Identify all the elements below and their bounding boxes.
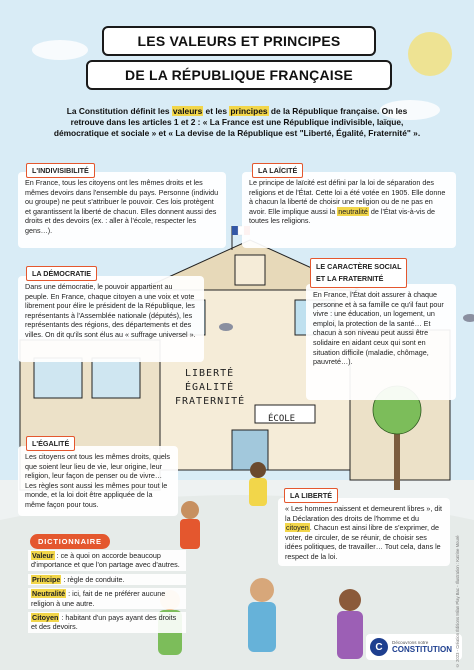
laicite-box [242,172,456,248]
dictionary-term: Valeur [32,551,54,560]
dictionary-entry [28,612,186,633]
poster-title-line1: LES VALEURS ET PRINCIPES [102,26,376,56]
poster-title-line2: DE LA RÉPUBLIQUE FRANÇAISE [86,60,392,90]
dictionary-def: : ce à quoi on accorde beaucoup d'importance et que l'on partage avec d'autres. [31,551,180,570]
dictionary-term: Citoyen [32,613,59,623]
laicite-text [249,178,449,226]
laicite-text2: de l'État vis-à-vis de toutes les religions. [249,206,435,226]
democratie-text: Dans une démocratie, le pouvoir appartient au peuple. En France, chaque citoyen a une voix et vote librement pour élire le président de la République, les représentants à l'Assemblée nationale (députés), les représentants des régions, des départements et des villes. On dit qu'ils sont élus au « suffrage universel ». [25,282,196,339]
motto-egalite: ÉGALITÉ [185,382,235,393]
dictionary-entry [28,550,186,571]
indivisibilite-text: En France, tous les citoyens ont les mêmes droits et les mêmes devoirs dans l'ensemble du pays. Personne (individu ou groupe) ne peut s'attribuer le pouvoir. Ces lois protègent et garantissent la liberté de chacun. Elles donnent aussi des droits et des devoirs (ex. : aller à l'école, respecter les gens…). [25,178,219,235]
democratie-box [18,276,204,362]
liberte-citoyen-highlight: citoyen [286,523,309,533]
liberte-text2: . Chacun est ainsi libre de s'exprimer, de voter, de circuler, de se réunir, de choisir ses idées politiques, de travailler… Tout cela, dans le respect de la loi. [285,523,441,561]
logo-small-text: Découvrons notre [392,640,429,645]
dictionary-term: Principe [32,574,61,584]
social-box [306,284,456,400]
motto-liberte: LIBERTÉ [185,368,235,379]
dictionary-def: : habitant d'un pays ayant des droits et des devoirs. [31,613,177,632]
egalite-label: L'ÉGALITÉ [26,436,75,451]
constitution-logo [366,634,462,660]
social-label-line2: ET LA FRATERNITÉ [316,274,384,283]
logo-big-text: CONSTITUTION [392,645,452,654]
credit-text: © 2023 - Création Éditions Milan Play Bac - Illustration : Katrine Mouré [455,535,460,668]
laicite-text1: Le principe de laïcité est défini par la loi de séparation des religions et de l'État. Cette loi a été votée en 1905. Elle donne à chacun la liberté de choisir une religion ou de ne pas en avoir. Elle implique aussi la [249,178,446,216]
dictionary-list [28,550,186,636]
indivisibilite-box [18,172,226,248]
liberte-text [285,504,443,562]
dictionary-entry [28,588,186,609]
social-label [310,258,407,288]
dictionary-def: : ici, fait de ne préférer aucune religion à une autre. [31,589,166,608]
intro-part1: La Constitution définit les [66,106,172,116]
intro-principes-highlight: principes [230,106,268,116]
school-sign: ÉCOLE [268,414,296,424]
indivisibilite-label: L'INDIVISIBILITÉ [26,163,95,178]
liberte-label: LA LIBERTÉ [284,488,338,503]
constitution-logo-icon: C [370,638,388,656]
social-label-line1: LE CARACTÈRE SOCIAL [316,262,402,271]
egalite-text: Les citoyens ont tous les mêmes droits, quels que soient leur lieu de vie, leur origine, leur religion, leur façon de penser ou de vivre… Les règles sont aussi les mêmes pour tout le monde, et la loi doit être appliquée de la même façon pour tous. [25,452,171,509]
democratie-label: LA DÉMOCRATIE [26,266,97,281]
laicite-neutralite-highlight: neutralité [338,206,368,216]
dictionary-title: DICTIONNAIRE [30,534,110,549]
liberte-text1: « Les hommes naissent et demeurent libres », dit la Déclaration des droits de l'homme et du [285,504,443,523]
social-text: En France, l'État doit assurer à chaque personne et à sa famille ce qu'il faut pour vivre : une éducation, un logement, un emploi, la protection de la santé… Et chacun à son niveau peut aussi être solidaire en aidant ceux qui sont en situation difficile (maladie, chômage, pauvreté…). [313,290,444,367]
dictionary-term: Neutralité [32,589,66,599]
egalite-box [18,446,178,516]
constitution-logo-text [392,640,452,654]
laicite-label: LA LAÏCITÉ [252,163,303,178]
dictionary-def: : règle de conduite. [61,574,125,584]
intro-part2: et les [203,106,230,116]
liberte-box [278,498,450,566]
intro-part3: de la République française. On les retrouve dans les articles 1 et 2 : « La France est une République indivisible, laïque, démocratique et sociale » et « La devise de la République est "Liberté, Égalité, Fraternité" ». [53,106,421,138]
intro-valeurs-highlight: valeurs [172,106,203,116]
dictionary-entry [28,574,186,585]
motto-fraternite: FRATERNITÉ [175,396,246,407]
intro-text [50,106,424,139]
